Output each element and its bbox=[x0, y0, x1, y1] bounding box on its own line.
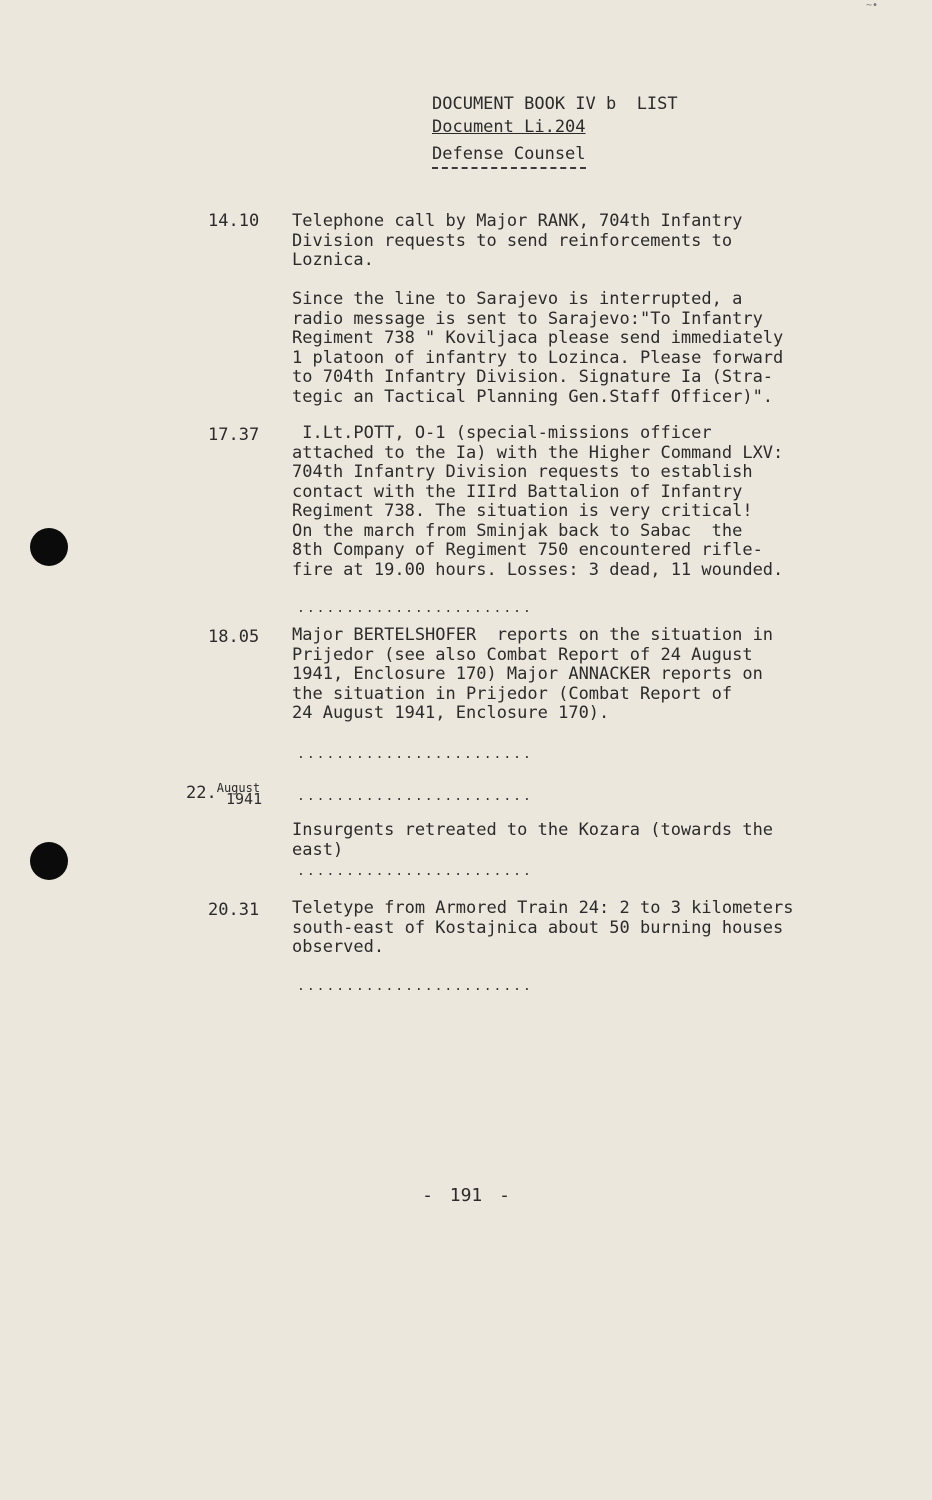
separator-dots: ........................ bbox=[297, 789, 533, 804]
punch-hole-lower bbox=[30, 842, 68, 880]
entry-time: 14.10 bbox=[208, 211, 260, 231]
separator-dots: ........................ bbox=[297, 601, 533, 616]
document-number: Document Li.204 bbox=[432, 117, 586, 137]
separator-dots: ........................ bbox=[297, 864, 533, 879]
separator-dots: ........................ bbox=[297, 979, 533, 994]
page-number: - 191 - bbox=[422, 1185, 510, 1206]
date-note: 22.$^{August}$ bbox=[186, 781, 261, 803]
entry-text: Since the line to Sarajevo is interrupted, a radio message is sent to Sarajevo:"To Infantry Regiment 738 " Koviljaca please send immediately 1 platoon of infantry to Lozinca. Please forward to 704th Infantry Division. Signature Ia (Stra- tegic an Tactical Planning Gen.Staff Officer)". bbox=[292, 289, 784, 407]
entry-text: Major BERTELSHOFER reports on the situation in Prijedor (see also Combat Report of 24 August 1941, Enclosure 170) Major ANNACKER reports on the situation in Prijedor (Combat Report of 24 August 1941, Enclosure 170). bbox=[292, 625, 774, 723]
punch-hole-upper bbox=[30, 528, 68, 566]
entry-time: 18.05 bbox=[208, 627, 260, 647]
date-year: 1941 bbox=[226, 790, 263, 808]
entry-text: Insurgents retreated to the Kozara (towards the east) bbox=[292, 820, 774, 860]
document-book-title: DOCUMENT BOOK IV b LIST bbox=[432, 94, 678, 114]
entry-text: I.Lt.POTT, O-1 (special-missions officer attached to the Ia) with the Higher Command LXV: 704th Infantry Division requests to establish contact with the IIIrd Battalion of Infantry Regiment 738. The situation is very critical! On the march from Sminjak back to Sabac the 8th Company of Regiment 750 encountered rifle- fire at 19.00 hours. Losses: 3 dead, 11 wounded. bbox=[292, 423, 784, 580]
entry-time: 20.31 bbox=[208, 900, 260, 920]
entry-text: Telephone call by Major RANK, 704th Infantry Division requests to send reinforcements to Loznica. bbox=[292, 211, 743, 270]
separator-dots: ........................ bbox=[297, 747, 533, 762]
entry-time: 17.37 bbox=[208, 425, 260, 445]
document-header bbox=[432, 93, 678, 169]
corner-mark: ~• bbox=[865, 0, 878, 11]
entry-text: Teletype from Armored Train 24: 2 to 3 kilometers south-east of Kostajnica about 50 burning houses observed. bbox=[292, 898, 794, 957]
defense-counsel-label: Defense Counsel bbox=[432, 139, 678, 169]
